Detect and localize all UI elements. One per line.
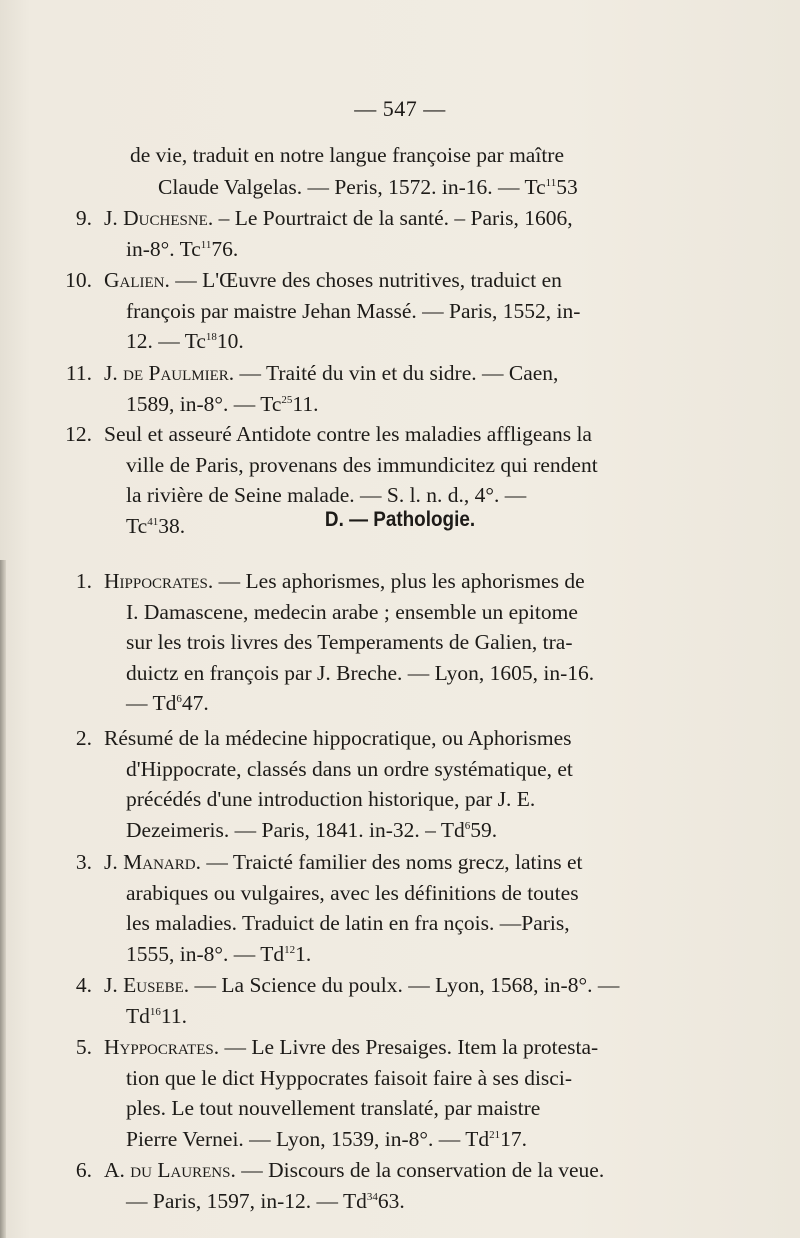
- intro-ref-text: Claude Valgelas. — Peris, 1572. in-16. — Tc: [158, 175, 546, 199]
- entry-sup: 18: [205, 331, 217, 343]
- entry-text: Pierre Vernei. — Lyon, 1539, in-8°. — Td: [126, 1126, 490, 1151]
- entry-text: — Td: [126, 691, 177, 715]
- entry-number: 1.: [75, 569, 92, 593]
- entry-text: tion que le dict Hyppocrates faisoit faire à ses disci-: [126, 1065, 572, 1090]
- entry-text: — Discours de la conservation de la veue.: [235, 1158, 605, 1182]
- entry-sup: 6: [464, 819, 471, 832]
- entry-number: 10.: [65, 268, 92, 292]
- entry-text: — L'Œuvre des choses nutritives, traduict en: [169, 268, 562, 292]
- entry-text: – Le Pourtraict de la santé. – Paris, 1606,: [213, 206, 573, 230]
- entry-text: 59.: [470, 817, 498, 842]
- entry-number: 11.: [65, 361, 92, 385]
- entry-text: — Traité du vin et du sidre. — Caen,: [234, 361, 559, 385]
- entry-sup: 41: [147, 515, 159, 528]
- entry-text: la rivière de Seine malade. — S. l. n. d., 4°. —: [126, 483, 527, 507]
- entry-number: 12.: [65, 422, 92, 446]
- entry-c-9: [58, 203, 678, 264]
- entry-text: ples. Le tout nouvellement translaté, par maistre: [126, 1096, 541, 1120]
- entry-text: françois par maistre Jehan Massé. — Paris, 1552, in-: [126, 298, 581, 323]
- entry-text: Résumé de la médecine hippocratique, ou Aphorismes: [104, 726, 572, 750]
- entry-number: 2.: [75, 726, 92, 750]
- entry-text: Tc: [126, 513, 148, 538]
- entry-d-1: [58, 566, 678, 719]
- entry-text: arabiques ou vulgaires, avec les définitions de toutes: [126, 880, 579, 905]
- entry-author: A. du Laurens.: [104, 1158, 236, 1182]
- entry-author: J. Manard.: [104, 850, 201, 874]
- intro-line-2: [158, 172, 698, 203]
- entry-number: 6.: [75, 1158, 92, 1182]
- entry-author: Hippocrates.: [104, 569, 214, 593]
- entry-text: 76.: [211, 236, 239, 261]
- entry-sup: 25: [281, 393, 293, 406]
- entry-c-10: [58, 265, 678, 357]
- entry-text: in-8°. Tc: [126, 236, 201, 261]
- entry-text: — Le Livre des Presaiges. Item la protesta-: [219, 1035, 599, 1059]
- entry-text: 11.: [160, 1003, 187, 1028]
- entry-author: J. de Paulmier.: [104, 361, 235, 385]
- entry-text: 1555, in-8°. — Td: [126, 941, 285, 966]
- entry-number: 5.: [75, 1035, 92, 1059]
- entry-number: 9.: [75, 206, 92, 230]
- entry-text: duictz en françois par J. Breche. — Lyon, 1605, in-16.: [126, 660, 595, 685]
- entry-author: Hyppocrates.: [104, 1035, 220, 1059]
- entry-text: ville de Paris, provenans des immundicitez qui rendent: [126, 452, 598, 477]
- intro-line-1: [130, 140, 670, 171]
- entry-text: — La Science du poulx. — Lyon, 1568, in-8°. —: [189, 973, 620, 997]
- entry-sup: 16: [149, 1005, 161, 1018]
- entry-sup: 34: [366, 1190, 378, 1203]
- entry-text: précédés d'une introduction historique, par J. E.: [126, 787, 536, 811]
- entry-d-3: [58, 847, 678, 969]
- entry-text: 17.: [500, 1126, 527, 1151]
- binding-edge-shadow: [0, 560, 6, 1238]
- entry-text: les maladies. Traduict de latin en fra nçois. —Paris,: [126, 911, 570, 935]
- entry-text: Td: [126, 1003, 150, 1028]
- entry-d-2: [58, 723, 678, 845]
- entry-text: 63.: [377, 1188, 405, 1213]
- intro-text: de vie, traduit en notre langue françoise par maître: [130, 143, 564, 167]
- entry-text: 1.: [295, 941, 312, 966]
- entry-author: Galien.: [104, 268, 170, 292]
- intro-ref-num: 53: [556, 175, 578, 199]
- entry-author: J. Duchesne.: [104, 206, 214, 230]
- entry-d-6: [58, 1155, 678, 1216]
- entry-text: 12. — Tc: [126, 329, 206, 353]
- entry-text: 47.: [181, 691, 209, 715]
- entry-text: — Paris, 1597, in-12. — Td: [126, 1188, 367, 1213]
- entry-sup: 11: [200, 238, 212, 251]
- entry-text: sur les trois livres des Temperaments de Galien, tra-: [126, 630, 573, 654]
- entry-text: I. Damascene, medecin arabe ; ensemble un epitome: [126, 599, 578, 624]
- section-heading: D. — Pathologie.: [324, 508, 476, 531]
- entry-text: — Les aphorismes, plus les aphorismes de: [213, 569, 585, 593]
- entry-text: 1589, in-8°. — Tc: [126, 391, 282, 416]
- entry-d-4: [58, 970, 678, 1031]
- entry-sup: 12: [284, 943, 296, 956]
- entry-c-11: [58, 358, 678, 419]
- entry-number: 3.: [75, 850, 92, 874]
- entry-text: 10.: [216, 329, 244, 353]
- entry-text: Seul et asseuré Antidote contre les maladies affligeans la: [104, 422, 592, 446]
- entry-text: 11.: [292, 391, 319, 416]
- entry-text: Dezeimeris. — Paris, 1841. in-32. – Td: [126, 817, 465, 842]
- entry-sup: 21: [489, 1128, 501, 1141]
- entry-sup: 6: [176, 693, 182, 705]
- entry-number: 4.: [75, 973, 92, 997]
- page-number: — 547 —: [354, 96, 446, 121]
- entry-d-5: [58, 1032, 678, 1154]
- entry-text: — Traicté familier des noms grecz, latins et: [200, 850, 583, 874]
- entry-text: 38.: [158, 513, 186, 538]
- entry-text: d'Hippocrate, classés dans un ordre systématique, et: [126, 756, 573, 781]
- entry-author: J. Eusebe.: [104, 973, 190, 997]
- intro-ref-sup: 11: [545, 177, 557, 189]
